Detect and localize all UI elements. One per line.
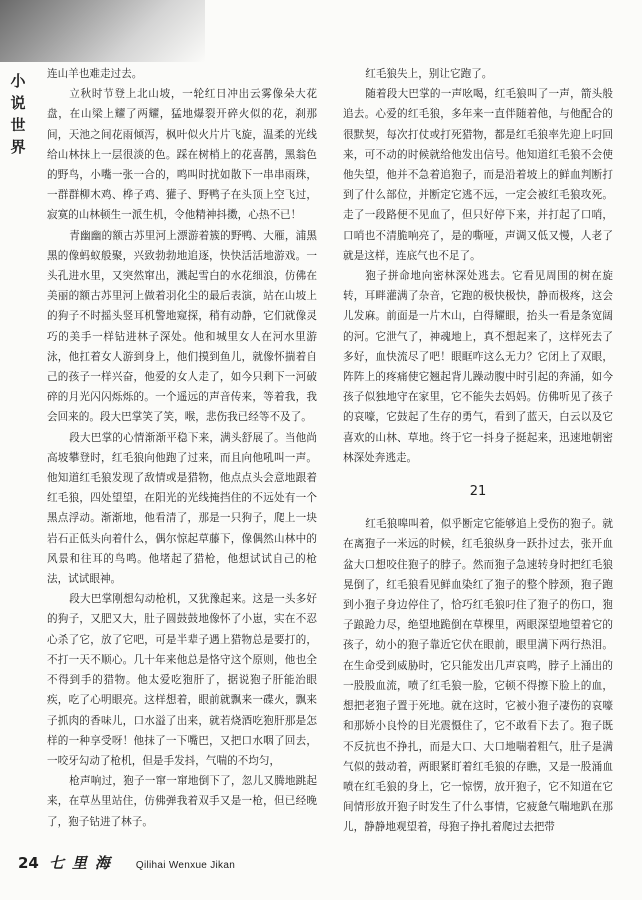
section-label (6, 70, 30, 158)
paragraph: 红毛狼失上，别让它跑了。 (365, 68, 493, 80)
left-column (47, 64, 317, 832)
magazine-name: 七里海 (48, 854, 118, 872)
paragraph: 随着段大巴掌的一声吆喝，红毛狼叫了一声，箭头般追去。心爱的红毛狼，多年来一直伴随着他，与他配合的很默契，每次打仗或打死猎物，都是红毛狼率先迎上叼回来，可不动的时候就给他发出信号。他知道红毛狼不会使他失望，他并不急着追狍子，而是沿着坡上的鲜血判断打到了什么部位，并断定它逃不远，一定会被红毛狼攻死。走了一段路便不见血了，但只好停下来，并打起了口哨，口哨也不清脆响亮了，是的嘶哑，声调又低又慢，人老了就是这样，连底气也不足了。 (343, 88, 613, 262)
section-label-char: 界 (10, 138, 26, 156)
corner-texture (0, 0, 205, 62)
paragraph: 枪声响过，狍子一窜一窜地倒下了，忽儿又腾地跳起来，在草丛里站住，仿佛弹我着双手又是一枪，但已经晚了，狍子钻进了林子。 (47, 775, 317, 828)
section-label-char: 世 (10, 116, 26, 134)
paragraph: 连山羊也难走过去。 (47, 68, 143, 80)
paragraph: 红毛狼嗥叫着，似乎断定它能够追上受伤的狍子。就在离狍子一米远的时候，红毛狼纵身一跃扑过去，张开血盆大口想咬住狍子的脖子。然而狍子急速转身时把红毛狼晃倒了，红毛狼看见鲜血染红了狍子的整个脖颈，狍子跑到小狍子身边停住了，恰巧红毛狼叼住了狍子的伤口，狍子踉跄力尽，绝望地跪倒在草棵里，两眼深望地望着它的孩子，幼小的狍子靠近它伏在眼前，眼里满下两行热泪。在生命受到威胁时，它只能发出几声哀鸣，脖子上涌出的一股股血流，喷了红毛狼一脸，它顿不得擦下脸上的血，想把老狍子置于死地。就在这时，它被小狍子凄伤的哀嚎和那娇小良怜的目光震慑住了，它不敢看下去了。狍子既不反抗也不挣扎，而是大口、大口地喘着粗气，肚子是满气似的鼓动着，两眼紧盯着红毛狼的存瞧，又是一股涌血喷在红毛狼的身上，它一惊愣，放开狍子，它不知道在它间情形放开狍子时发生了什么事情，它疲惫气喘地趴在那儿，静静地观望着，母狍子挣扎着爬过去把带 (343, 518, 613, 834)
paragraph: 段大巴掌刚想勾动枪机，又犹豫起来。这是一头多好的狗子，又肥又大，肚子圆鼓鼓地像怀了小崽，实在不忍心杀了它，放了它吧，可是半辈子遇上猎物总是要打的，不打一天不顺心。几十年来他总是恪守这个原则，他也全不得到手的猎物。他太爱吃狍肝了，据说狍子肝能治眼疾，吃了心明眼亮。这样想着，眼前就飘来一碟火，飘来子抓肉的香味儿，口水溢了出来，就若烧酒吃狍肝那是怎样的一种享受呀！他抹了一下嘴巴，又把口水咽了回去，一咬牙勾动了枪机，但是手发抖，气喘的不均匀， (47, 593, 317, 767)
page-number: 24 (18, 854, 39, 872)
paragraph: 青幽幽的额古苏里河上漂游着簇的野鸭、大雁，浦黑黑的像蚂蚁般聚，兴致勃勃地追逐，快快活活地游戏。一头孔进水里，又突然窜出，溅起雪白的水花细浪，仿佛在美丽的额古苏里河上做着羽化尘的最后表演，站在山坡上的狗子不时摇头竖耳机警地窥探，稍有动静，它们就像灵巧的美手一样钻进林子深处。他和城里女人在河水里游泳，他扛着女人游到身上，他们摸到鱼儿，就像怀揣着自己的孩子一样兴奋，他爱的女人走了，如今只剩下一河破碎的月光闪闪烁烁的。一个遥远的声音传来，等着我，我会回来的。段大巴掌笑了笑，喉，悲伤我已经等不及了。 (47, 229, 317, 424)
paragraph: 狍子拼命地向密林深处逃去。它看见周围的树在旋转，耳畔灌满了杂音，它跑的极快极快，静而极疼，这会儿发麻。前面是一片木山，白得耀眼，抬头一看是条宽阔的河。它泄气了，神魂地上，真不想起来了，这样死去了多好，血快流尽了吧！眼眶咋这么无力？它闭上了双眼，阵阵上的疼痛使它翘起背儿躁动腹中时引起的奔涌，如今孩子似独地守在家里，它不能失去妈妈。仿佛听见了孩子的哀嚎，它鼓起了生存的勇气，看到了蓝天，白云以及它喜欢的山林、草地。终于它一抖身子挺起来，迅速地朝密林深处奔逃走。 (343, 270, 613, 464)
paragraph: 段大巴掌的心情渐渐平稳下来，满头舒展了。当他尚高坡攀登时，红毛狼向他跑了过来，而且向他吼叫一声。他知道红毛狼发现了敌情或是猎物，他点点头会意地跟着红毛狼，四处望望，在阳光的光线掩挡住的不远处有一个黑点浮动。渐渐地，他看清了，那是一只狗子，爬上一块岩石正低头向着什么，偶尔惊起草藤下，像偶然山林中的风景和往耳的鸟鸣。他堵起了猎枪，他想试试自己的枪法，试试眼神。 (47, 431, 317, 586)
chapter-number: 21 (469, 484, 487, 500)
footer (18, 852, 235, 874)
section-label-char: 说 (10, 94, 26, 112)
magazine-pinyin: Qilihai Wenxue Jikan (135, 860, 236, 871)
section-label-char: 小 (10, 72, 26, 90)
paragraph: 立秋时节登上北山坡，一轮红日冲出云雾像朵大花盘，在山梁上耀了两耀，猛地爆裂开碎火似的花，刹那间，天池之间花雨倾泻，枫叶似火片片飞旋，温柔的光线给山林抹上一层很淡的色。踩在树梢上的花喜鹊，黑翁色的野鸟，小嘴一张一合的，鸣叫时扰如散下一串串雨珠，一群群柳木鸡、桦子鸡、獾子、野鸭子在头顶上空飞过，寂寞的山林顿生一派生机，令他精神抖擞，心热不已！ (47, 88, 317, 222)
right-column (343, 64, 613, 838)
